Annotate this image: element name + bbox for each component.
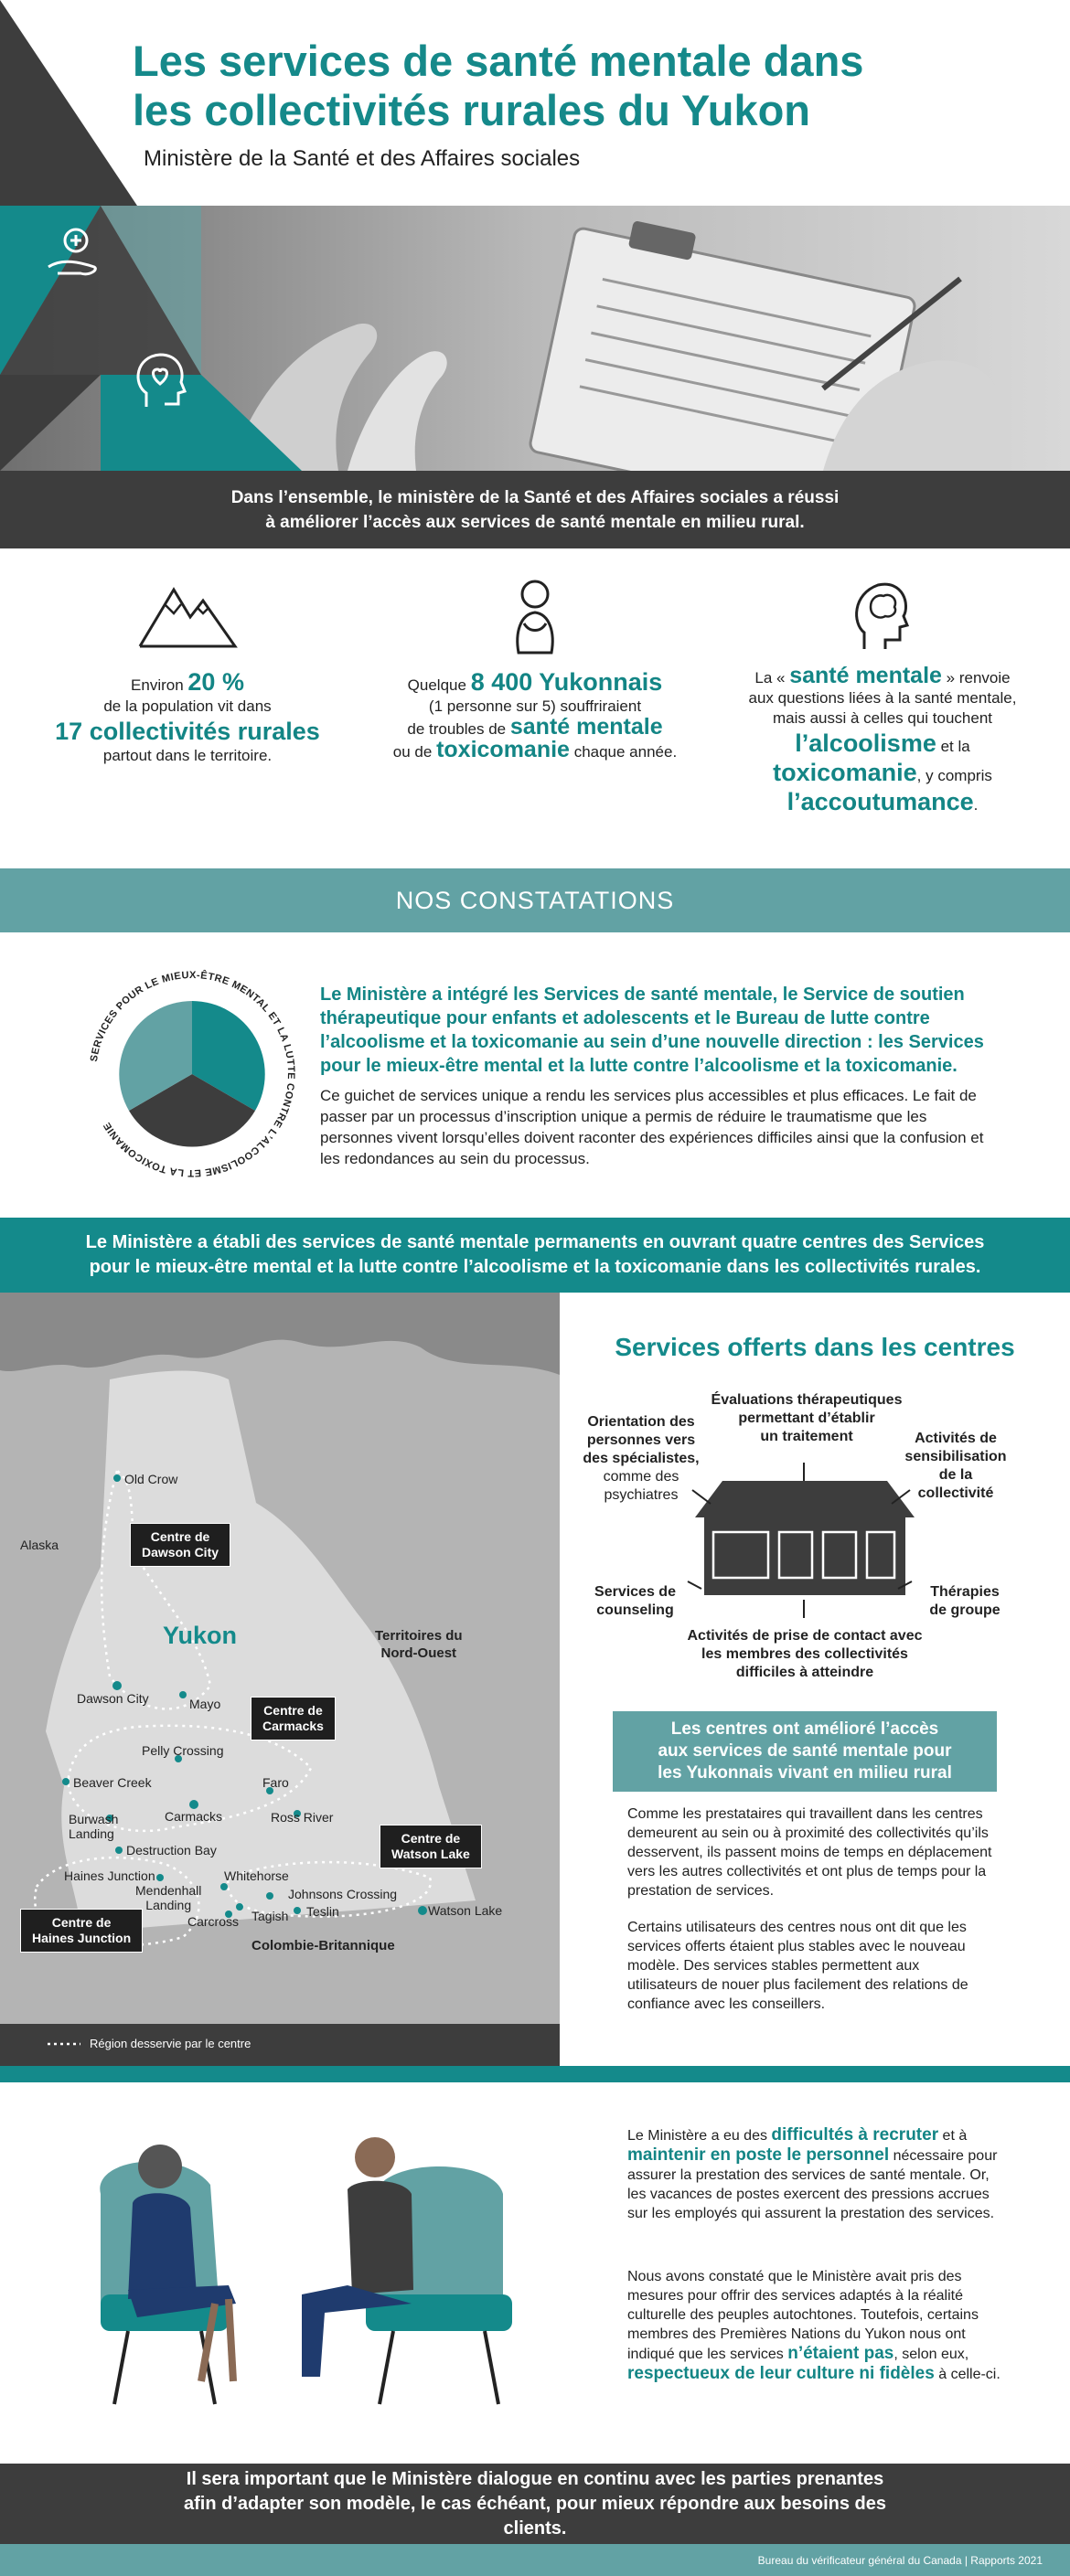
place-ross-river: Ross River	[271, 1810, 334, 1825]
place-whitehorse: Whitehorse	[224, 1868, 289, 1883]
circle-caption: SERVICES POUR LE MIEUX-ÊTRE MENTAL ET LA LUTTE CONTRE L’ALCOOLISME ET LA TOXICOMANIE	[88, 969, 297, 1179]
centres-banner: Le Ministère a établi des services de santé mentale permanents en ouvrant quatre centres des Services pour le mieux-être mental et la lutte contre l’alcoolisme et la toxicomanie dans les collectivités rurales.	[0, 1218, 1070, 1293]
summary-banner: Dans l’ensemble, le ministère de la Santé et des Affaires sociales a réussi à améliorer l’accès aux services de santé mentale en milieu rural.	[0, 471, 1070, 548]
culture-paragraph: Nous avons constaté que le Ministère avait pris des mesures pour offrir des services adaptés à la réalité culturelle des peuples autochtones. Toutefois, certains membres des Premières Nations du Yukon nous ont indiqué que les services n’étaient pas, selon eux, respectueux de leur culture ni fidèles à celle-ci.	[627, 2269, 1000, 2383]
centres-improvement-box: Les centres ont amélioré l’accès aux services de santé mentale pour les Yukonnais vivant en milieu rural	[613, 1711, 997, 1792]
place-carcross: Carcross	[187, 1914, 240, 1929]
place-dawson-city: Dawson City	[77, 1691, 149, 1706]
stat-mental-health-definition: La « santé mentale » renvoie aux questions liées à la santé mentale, mais aussi à celles qui touchent l’alcoolisme et la toxicomanie, y compris l’accoutumance.	[748, 663, 1017, 815]
hero-image	[0, 206, 1070, 471]
service-counseling: Services de counseling	[594, 1584, 676, 1618]
service-outreach: Activités de prise de contact avec les membres des collectivités difficiles à atteindre	[687, 1628, 923, 1680]
services-body-2: Certains utilisateurs des centres nous ont dit que les services offerts étaient plus stables avec le nouveau modèle. Des services stables permettent aux utilisateurs de nouer plus facilement des relations de confiance avec les conseillers.	[627, 1920, 968, 2012]
place-destruction-bay: Destruction Bay	[126, 1843, 217, 1857]
section-separator	[0, 2066, 1070, 2082]
place-mendenhall-landing: Mendenhall Landing	[135, 1883, 202, 1912]
region-alaska: Alaska	[20, 1538, 59, 1552]
service-group-therapy: Thérapies de groupe	[929, 1584, 1000, 1618]
mind-heart-icon	[128, 347, 192, 411]
services-body-1: Comme les prestataires qui travaillent dans les centres demeurent au sein ou à proximité des collectivités qu’ils desservent, ils passent moins de temps en déplacement vers les autres collectivités et ont plus de temps pour la prestation de services.	[627, 1806, 992, 1899]
centre-carmacks: Centre de Carmacks	[251, 1697, 336, 1740]
yukon-map	[0, 1293, 560, 2066]
page-subtitle: Ministère de la Santé et des Affaires sociales	[144, 146, 581, 171]
finding-body: Ce guichet de services unique a rendu les services plus accessibles et plus efficaces. Le fait de passer par un processus d’inscription unique a permis de réduire le traumatisme que les personnes vivent lorsqu’elles doivent raconter des expériences difficiles ainsi que la confusion et les redondances au sein du processus.	[320, 1087, 984, 1167]
place-watson-lake: Watson Lake	[428, 1903, 503, 1918]
counseling-illustration	[73, 2121, 530, 2413]
mountains-icon	[137, 580, 238, 649]
map-legend-label: Région desservie par le centre	[90, 2037, 251, 2050]
place-carmacks: Carmacks	[165, 1809, 223, 1824]
place-pelly-crossing: Pelly Crossing	[142, 1743, 224, 1758]
header-triangle-decoration	[0, 0, 137, 206]
place-haines-junction: Haines Junction	[64, 1868, 155, 1883]
place-teslin: Teslin	[306, 1904, 339, 1919]
service-evaluations: Évaluations thérapeutiques permettant d’établir un traitement	[711, 1392, 903, 1444]
region-bc: Colombie-Britannique	[251, 1938, 395, 1953]
service-orientation: Orientation des personnes vers des spécialistes, comme des psychiatres	[583, 1414, 700, 1503]
place-tagish: Tagish	[251, 1909, 289, 1923]
place-old-crow: Old Crow	[124, 1472, 178, 1486]
service-sensibilisation: Activités de sensibilisation de la collectivité	[904, 1431, 1007, 1501]
region-yukon: Yukon	[163, 1622, 238, 1649]
page-title: Les services de santé mentale dans les collectivités rurales du Yukon	[133, 37, 864, 134]
place-faro: Faro	[262, 1775, 289, 1790]
centre-haines-junction: Centre de Haines Junction	[20, 1909, 143, 1953]
footer: Bureau du vérificateur général du Canada | Rapports 2021	[0, 2544, 1070, 2576]
distressed-person-icon	[508, 578, 562, 655]
place-mayo: Mayo	[189, 1697, 221, 1711]
finding-headline: Le Ministère a intégré les Services de santé mentale, le Service de soutien thérapeutique pour enfants et adolescents et le Bureau de lutte contre l’alcoolisme et la toxicomanie au sein d’une nouvelle direction : les Services pour le mieux-être mental et la lutte contre l’alcoolisme et la toxicomanie.	[320, 985, 984, 1076]
staffing-paragraph: Le Ministère a eu des difficultés à recruter et à maintenir en poste le personnel nécessaire pour assurer la prestation des services de santé mentale. Or, les vacances de postes exercent des pressions accrues sur les employés qui assurent la prestation des services.	[627, 2125, 998, 2221]
integrated-services-circle	[87, 969, 297, 1179]
conclusion-banner: Il sera important que le Ministère dialogue en continu avec les parties prenantes afin d’adapter son modèle, le cas échéant, pour mieux répondre aux besoins des clients.	[0, 2464, 1070, 2544]
hero-photo-illustration	[0, 206, 1070, 471]
stat-yukonners-affected: Quelque 8 400 Yukonnais (1 personne sur 5) souffriraient de troubles de santé mentale ou de toxicomanie chaque année.	[392, 668, 678, 762]
centre-watson-lake: Centre de Watson Lake	[380, 1825, 482, 1868]
stat-rural-population: Environ 20 % de la population vit dans 17 collectivités rurales partout dans le territoire.	[55, 668, 320, 764]
brain-head-icon	[851, 578, 910, 651]
place-johnsons-crossing: Johnsons Crossing	[288, 1887, 398, 1901]
place-burwash-landing: Burwash Landing	[69, 1812, 119, 1841]
medical-hand-icon	[44, 226, 108, 281]
centre-dawson-city: Centre de Dawson City	[130, 1523, 230, 1567]
place-beaver-creek: Beaver Creek	[73, 1775, 152, 1790]
services-title: Services offerts dans les centres	[615, 1333, 1015, 1361]
findings-header: NOS CONSTATATIONS	[0, 868, 1070, 932]
region-nwt: Territoires du Nord-Ouest	[375, 1628, 463, 1661]
